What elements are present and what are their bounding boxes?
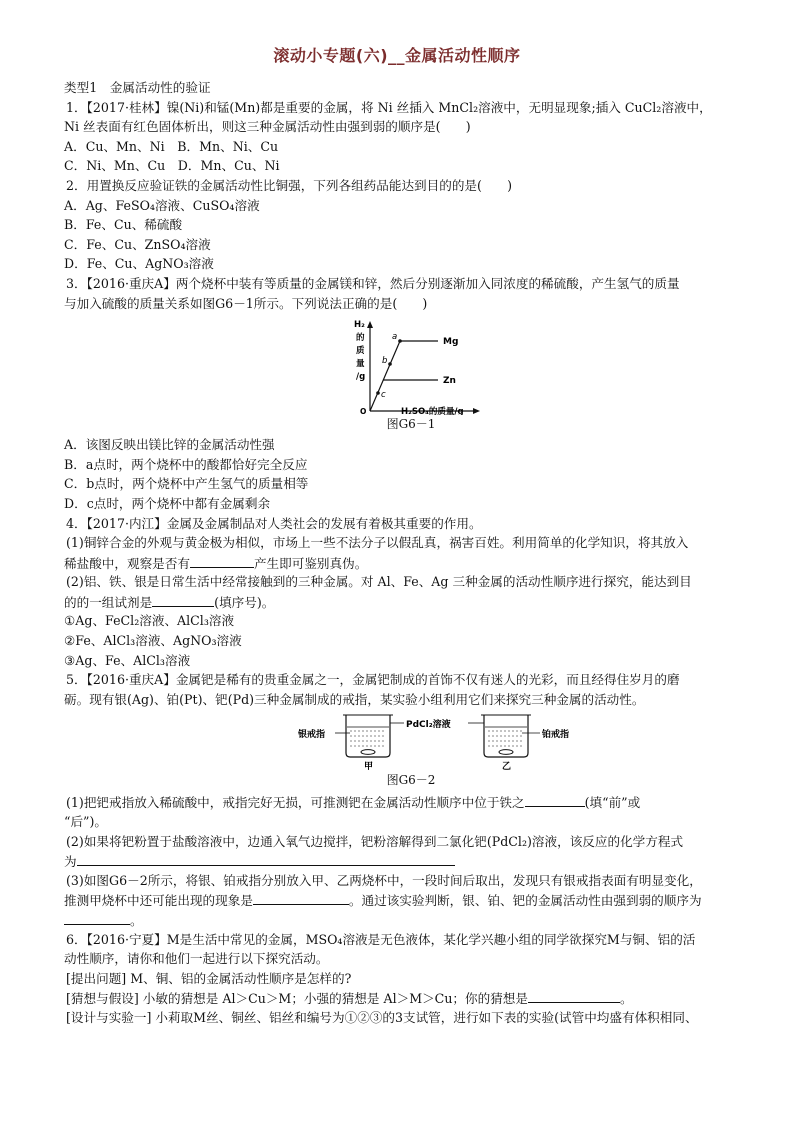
q5-part3-line3 bbox=[64, 910, 758, 930]
q1-options-ab: A．Cu、Mn、Ni B．Mn、Ni、Cu bbox=[64, 138, 279, 154]
q4-part1-line2 bbox=[64, 553, 758, 573]
beaker-experiment-diagram bbox=[64, 709, 758, 771]
y-label-zhi: 质 bbox=[356, 346, 365, 357]
q3-stem-line2: 与加入硫酸的质量关系如图G6－1所示。下列说法正确的是( ) bbox=[64, 295, 428, 311]
figure-g6-2-caption: 图G6－2 bbox=[386, 773, 436, 788]
q4-reagent-2: ②Fe、AlCl₃溶液、AgNO₃溶液 bbox=[64, 633, 242, 649]
q6-hypothesis-text: [猜想与假设] 小敏的猜想是 Al＞Cu＞M；小强的猜想是 Al＞M＞Cu；你的猜想是 bbox=[66, 991, 528, 1007]
point-b-label: b bbox=[382, 356, 388, 367]
q5-part2-text-a: 为 bbox=[64, 854, 77, 870]
q4-part1-text-b: 产生即可鉴别真伪。 bbox=[253, 555, 368, 571]
q2-option-d: D．Fe、Cu、AgNO₃溶液 bbox=[64, 256, 214, 272]
mg-series-label: Mg bbox=[443, 337, 459, 348]
beaker-yi-label: 乙 bbox=[502, 762, 512, 772]
document-body bbox=[64, 78, 758, 1028]
y-label-liang: 量 bbox=[356, 359, 365, 370]
q5-part2-line1: (2)如果将钯粉置于盐酸溶液中，边通入氧气边搅拌，钯粉溶解得到二氯化钯(PdCl₂)溶液，该反应的化学方程式 bbox=[66, 833, 684, 849]
figure-g6-1-caption: 图G6－1 bbox=[386, 417, 436, 432]
point-c-label: c bbox=[381, 390, 386, 401]
q5-part3-line2 bbox=[64, 890, 758, 910]
mg-rising-line bbox=[370, 341, 400, 411]
platinum-ring-icon bbox=[499, 750, 513, 755]
q5-part3-line1: (3)如图G6－2所示，将银、铂戒指分别放入甲、乙两烧杯中，一段时间后取出，发现只有银戒指表面有明显变化， bbox=[66, 872, 702, 888]
q5-part1-line2: “后”)。 bbox=[64, 814, 107, 830]
zn-series-label: Zn bbox=[443, 376, 456, 387]
q6-hypothesis-end: 。 bbox=[620, 991, 633, 1007]
q6-stem-line1: 6．【2016·宁夏】M是生活中常见的金属，MSO₄溶液是无色液体，某化学兴趣小组的同学欲探究M与铜、铝的活 bbox=[66, 931, 696, 947]
answer-blank[interactable] bbox=[528, 988, 620, 1003]
q5-part1-line1 bbox=[64, 792, 758, 812]
section-heading: 类型1 金属活动性的验证 bbox=[64, 80, 211, 95]
q5-stem-line2: 砺。现有银(Ag)、铂(Pt)、钯(Pd)三种金属制成的戒指，某实验小组利用它们来探究三种金属的活动性。 bbox=[64, 691, 645, 707]
q1-options-cd: C．Ni、Mn、Cu D．Mn、Cu、Ni bbox=[64, 158, 280, 174]
q5-part3-text-c: 。 bbox=[130, 913, 143, 928]
q4-part1-line1: (1)铜锌合金的外观与黄金极为相似，市场上一些不法分子以假乱真，祸害百姓。利用简单的化学知识，将其放入 bbox=[66, 535, 689, 551]
q5-stem-line1: 5．【2016·重庆A】金属钯是稀有的贵重金属之一，金属钯制成的首饰不仅有迷人的光彩，而且经得住岁月的磨 bbox=[66, 672, 680, 688]
q5-part2-line2 bbox=[64, 851, 758, 871]
q4-part1-text-a: 稀盐酸中，观察是否有 bbox=[64, 555, 190, 571]
figure-g6-1 bbox=[64, 313, 758, 415]
point-a-marker bbox=[398, 339, 402, 343]
figure-g6-2 bbox=[64, 709, 758, 771]
y-label-de: 的 bbox=[356, 333, 365, 344]
answer-blank[interactable] bbox=[190, 553, 254, 568]
silver-ring-label: 银戒指 bbox=[298, 730, 326, 741]
q1-stem-line1: 1．【2017·桂林】镍(Ni)和锰(Mn)都是重要的金属，将 Ni 丝插入 MnCl₂溶液中，无明显现象;插入 CuCl₂溶液中， bbox=[66, 99, 712, 115]
q6-question: [提出问题] M、铜、铝的金属活动性顺序是怎样的? bbox=[66, 970, 352, 986]
q4-part2-text-a: 的的一组试剂是 bbox=[64, 594, 153, 610]
q4-stem: 4．【2017·内江】金属及金属制品对人类社会的发展有着极其重要的作用。 bbox=[66, 515, 482, 531]
q2-option-b: B．Fe、Cu、稀硫酸 bbox=[64, 217, 183, 233]
q6-stem-line2: 动性顺序，请你和他们一起进行以下探究活动。 bbox=[64, 951, 329, 967]
q2-option-a: A．Ag、FeSO₄溶液、CuSO₄溶液 bbox=[64, 197, 260, 213]
q2-stem: 2．用置换反应验证铁的金属活动性比铜强，下列各组药品能达到目的的是( ) bbox=[66, 177, 513, 193]
hydrogen-mass-graph bbox=[64, 313, 758, 415]
platinum-ring-label: 铂戒指 bbox=[542, 730, 570, 741]
point-b-marker bbox=[388, 362, 392, 366]
q5-part3-text-b: 。通过该实验判断，银、铂、钯的金属活动性由强到弱的顺序为 bbox=[348, 893, 702, 909]
answer-blank[interactable] bbox=[64, 910, 130, 925]
q2-option-c: C．Fe、Cu、ZnSO₄溶液 bbox=[64, 236, 211, 252]
page-title: 滚动小专题(六)__金属活动性顺序 bbox=[273, 46, 521, 65]
y-label-unit: /g bbox=[356, 372, 366, 383]
q1-stem-line2: Ni 丝表面有红色固体析出，则这三种金属活动性由强到弱的顺序是( ) bbox=[64, 119, 471, 135]
point-a-label: a bbox=[392, 332, 398, 343]
answer-blank[interactable] bbox=[525, 792, 585, 807]
point-c-marker bbox=[376, 391, 380, 395]
q4-part2-text-b: (填序号)。 bbox=[214, 594, 275, 610]
q3-option-a: A．该图反映出镁比锌的金属活动性强 bbox=[64, 437, 275, 453]
q3-option-d: D．c点时，两个烧杯中都有金属剩余 bbox=[64, 495, 271, 511]
q5-part1-text-b: (填“前”或 bbox=[584, 795, 641, 811]
q3-option-b: B．a点时，两个烧杯中的酸都恰好完全反应 bbox=[64, 456, 308, 472]
x-axis-arrow bbox=[473, 408, 480, 414]
q3-option-c: C．b点时，两个烧杯中产生氢气的质量相等 bbox=[64, 476, 309, 492]
silver-ring-icon bbox=[361, 750, 375, 755]
q4-reagent-1: ①Ag、FeCl₂溶液、AlCl₃溶液 bbox=[64, 613, 235, 629]
pdcl2-solution-label: PdCl₂溶液 bbox=[406, 720, 451, 731]
y-label-h2: H₂ bbox=[354, 320, 365, 331]
q4-reagent-3: ③Ag、Fe、AlCl₃溶液 bbox=[64, 652, 191, 668]
q5-part3-text-a: 推测甲烧杯中还可能出现的现象是 bbox=[64, 893, 253, 909]
q3-stem-line1: 3．【2016·重庆A】两个烧杯中装有等质量的金属镁和锌，然后分别逐渐加入同浓度的稀硫酸，产生氢气的质量 bbox=[66, 275, 680, 291]
answer-blank[interactable] bbox=[77, 851, 455, 866]
q5-part1-text-a: (1)把钯戒指放入稀硫酸中，戒指完好无损，可推测钯在金属活动性顺序中位于铁之 bbox=[66, 795, 525, 811]
q4-part2-line1: (2)铝、铁、银是日常生活中经常接触到的三种金属。对 Al、Fe、Ag 三种金属的活动性顺序进行探究，能达到目 bbox=[66, 574, 692, 590]
origin-label: O bbox=[360, 407, 367, 416]
q6-experiment-intro: [设计与实验一] 小莉取M丝、铜丝、铝丝和编号为①②③的3支试管，进行如下表的实验(试管中均盛有体积相同、 bbox=[66, 1009, 698, 1025]
answer-blank[interactable] bbox=[253, 890, 349, 905]
x-axis-label: H₂SO₄的质量/g bbox=[401, 407, 464, 416]
q6-hypothesis bbox=[64, 988, 758, 1008]
q4-part2-line2 bbox=[64, 592, 758, 612]
answer-blank[interactable] bbox=[152, 592, 214, 607]
y-axis-arrow bbox=[367, 321, 373, 328]
beaker-jia-label: 甲 bbox=[364, 762, 374, 772]
